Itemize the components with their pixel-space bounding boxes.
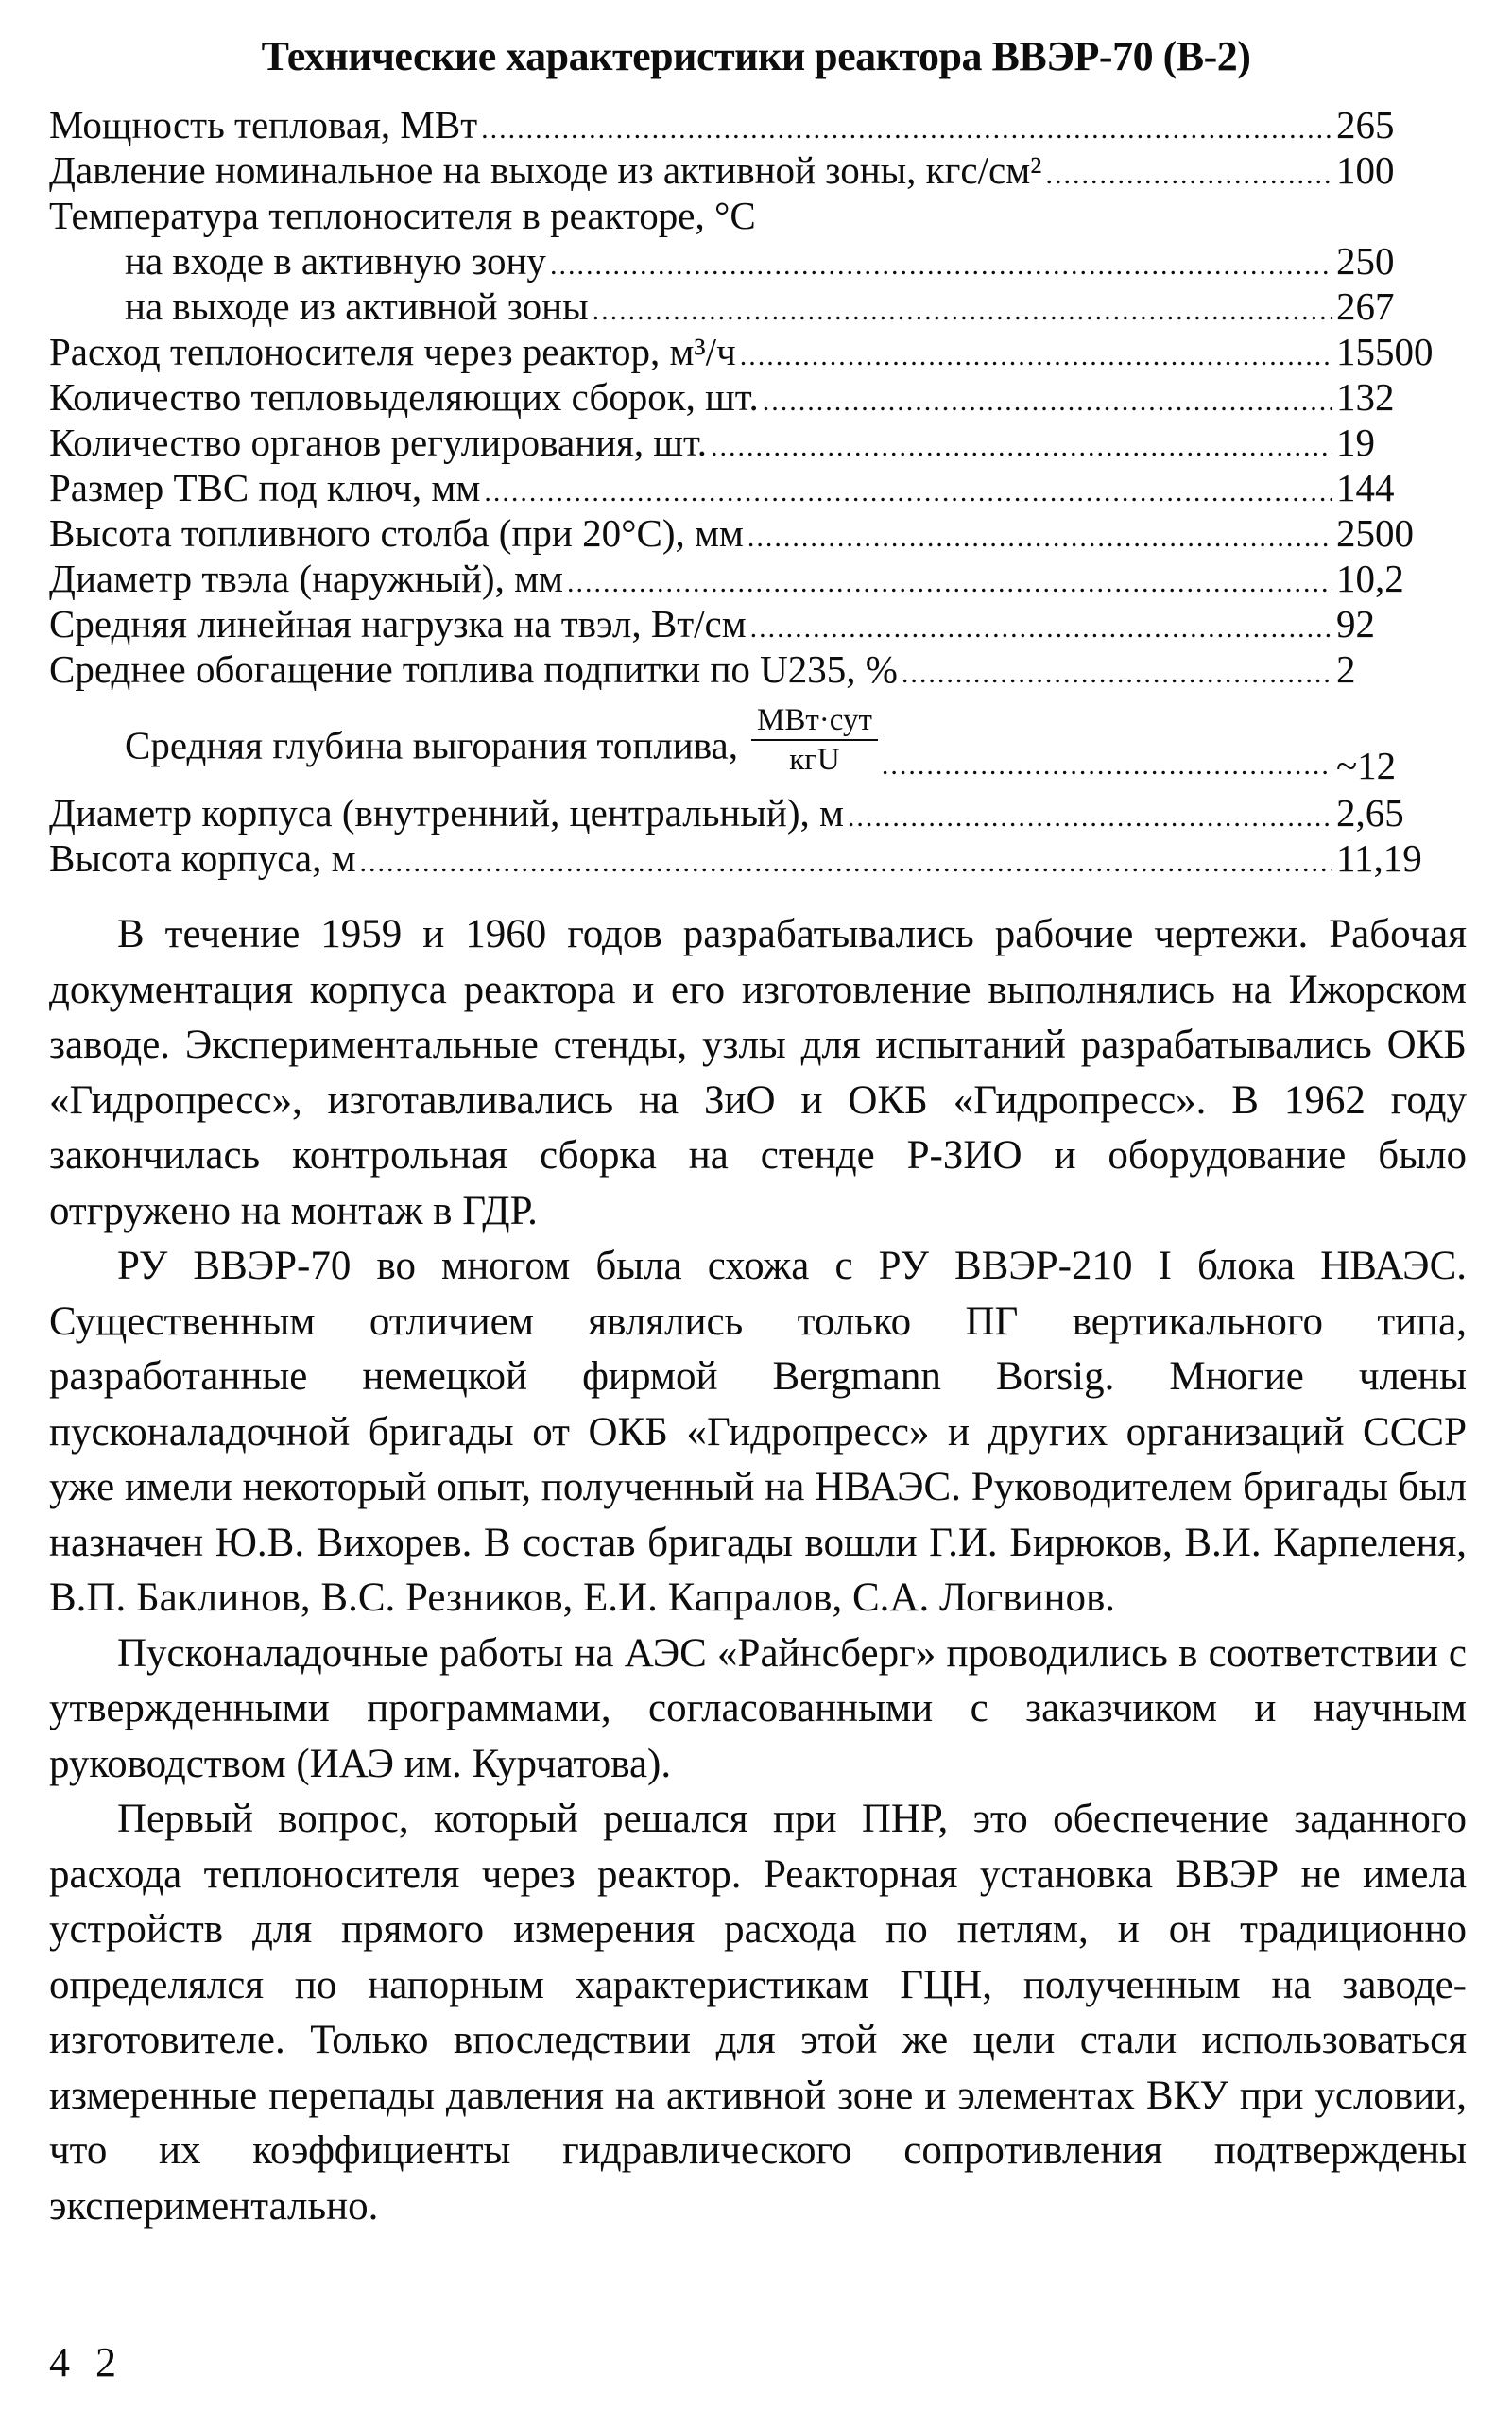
spec-value: 10,2 <box>1336 557 1404 600</box>
dot-leader <box>1045 152 1332 198</box>
page-title: Технические характеристики реактора ВВЭР-70 (В-2) <box>261 33 1251 79</box>
specs-table <box>49 102 1448 881</box>
spec-label: Мощность тепловая, МВт <box>49 103 478 146</box>
spec-value: 19 <box>1336 421 1375 464</box>
spec-value: 144 <box>1336 466 1395 509</box>
spec-value: 100 <box>1336 148 1395 192</box>
spec-row <box>49 556 1448 601</box>
spec-row <box>49 374 1448 420</box>
dot-leader <box>567 560 1332 606</box>
spec-value: 92 <box>1336 602 1375 646</box>
spec-label: Среднее обогащение топлива подпитки по U235, % <box>49 647 898 691</box>
dot-leader <box>740 334 1332 379</box>
spec-row <box>49 102 1448 147</box>
paragraph: РУ ВВЭР-70 во многом была схожа с РУ ВВЭР-210 I блока НВАЭС. Существенным отличием являлись только ПГ вертикального типа, разработанные немецкой фирмой Bergmann Borsig. Многие члены пусконаладочной бригады от ОКБ «Гидропресс» и других организаций СССР уже имели некоторый опыт, полученный на НВАЭС. Руководителем бригады был назначен Ю.В. Вихорев. В состав бригады вошли Г.И. Бирюков, В.И. Карпеленя, В.П. Баклинов, В.С. Резников, Е.И. Капралов, С.А. Логвинов. <box>49 1244 1467 1620</box>
spec-value: 267 <box>1336 284 1395 328</box>
dot-leader <box>882 743 1332 788</box>
spec-row <box>49 284 1448 329</box>
spec-row <box>49 465 1448 510</box>
dot-leader <box>484 470 1332 515</box>
spec-value: 265 <box>1336 103 1395 146</box>
spec-value: 15500 <box>1336 330 1434 373</box>
body-text <box>49 907 1467 2234</box>
dot-leader <box>747 515 1332 560</box>
spec-label: Давление номинальное на выходе из активной зоны, кгс/см² <box>49 148 1042 192</box>
spec-row <box>49 601 1448 646</box>
spec-label: Количество тепловыделяющих сборок, шт. <box>49 375 759 419</box>
spec-label: Размер ТВС под ключ, мм <box>49 466 481 509</box>
dot-leader <box>763 379 1332 424</box>
spec-value: 2500 <box>1336 511 1414 555</box>
dot-leader <box>550 243 1332 288</box>
dot-leader <box>902 651 1332 697</box>
unit-denominator: кгU <box>789 743 840 777</box>
spec-row <box>49 510 1448 556</box>
spec-value: ~12 <box>1336 744 1397 787</box>
dot-leader <box>750 606 1332 651</box>
dot-leader <box>360 840 1332 886</box>
paragraph: В течение 1959 и 1960 годов разрабатывались рабочие чертежи. Рабочая документация корпуса реактора и его изготовление выполнялись на Ижорском заводе. Экспериментальные стенды, узлы для испытаний разрабатывались ОКБ «Гидропресс», изготавливались на ЗиО и ОКБ «Гидропресс». В 1962 году закончилась контрольная сборка на стенде Р-ЗИО и оборудование было отгружено на монтаж в ГДР. <box>49 912 1467 1233</box>
spec-label <box>49 703 878 788</box>
spec-value: 2 <box>1336 647 1356 691</box>
spec-value: 132 <box>1336 375 1395 419</box>
paragraph: Первый вопрос, который решался при ПНР, это обеспечение заданного расхода теплоносителя через реактор. Реакторная установка ВВЭР не имела устройств для прямого измерения расхода по петлям, и он традиционно определялся по напорным характеристикам ГЦН, полученным на заводе-изготовителе. Только впоследствии для этой же цели стали использоваться измеренные перепады давления на активной зоне и элементах ВКУ при условии, что их коэффициенты гидравлического сопротивления подтверждены экспериментально. <box>49 1797 1467 2229</box>
spec-row <box>49 790 1448 835</box>
spec-value: 11,19 <box>1336 836 1422 880</box>
spec-label: Количество органов регулирования, шт. <box>49 421 708 464</box>
spec-row <box>49 835 1448 881</box>
spec-value: 250 <box>1336 239 1395 283</box>
spec-label: Диаметр твэла (наружный), мм <box>49 557 563 600</box>
spec-label: Диаметр корпуса (внутренний, центральный), м <box>49 791 844 835</box>
spec-row <box>49 329 1448 374</box>
spec-label: на входе в активную зону <box>125 239 546 283</box>
spec-label: Высота корпуса, м <box>49 836 356 880</box>
spec-value: 2,65 <box>1336 791 1404 835</box>
spec-row <box>49 692 1448 790</box>
dot-leader <box>711 424 1332 470</box>
dot-leader <box>848 795 1332 840</box>
spec-label: Средняя линейная нагрузка на твэл, Вт/см <box>49 602 747 646</box>
spec-row <box>49 238 1448 284</box>
spec-row <box>49 147 1448 193</box>
paragraph: Пусконаладочные работы на АЭС «Райнсберг» проводились в соответствии с утвержденными программами, согласованными с заказчиком и научным руководством (ИАЭ им. Курчатова). <box>49 1630 1467 1786</box>
unit-numerator: МВт·сут <box>751 701 878 741</box>
spec-label: Расход теплоносителя через реактор, м³/ч <box>49 330 736 373</box>
dot-leader <box>593 288 1332 334</box>
spec-row <box>49 193 1448 238</box>
spec-label: Температура теплоносителя в реакторе, °С <box>49 194 756 237</box>
page-number: 4 2 <box>49 2339 124 2385</box>
spec-label: на выходе из активной зоны <box>125 284 589 328</box>
spec-row <box>49 420 1448 465</box>
spec-row <box>49 646 1448 692</box>
unit-fraction <box>751 701 878 779</box>
spec-label: Высота топливного столба (при 20°С), мм <box>49 511 744 555</box>
dot-leader <box>481 107 1332 152</box>
spec-label-text: Средняя глубина выгорания топлива, <box>125 723 738 767</box>
